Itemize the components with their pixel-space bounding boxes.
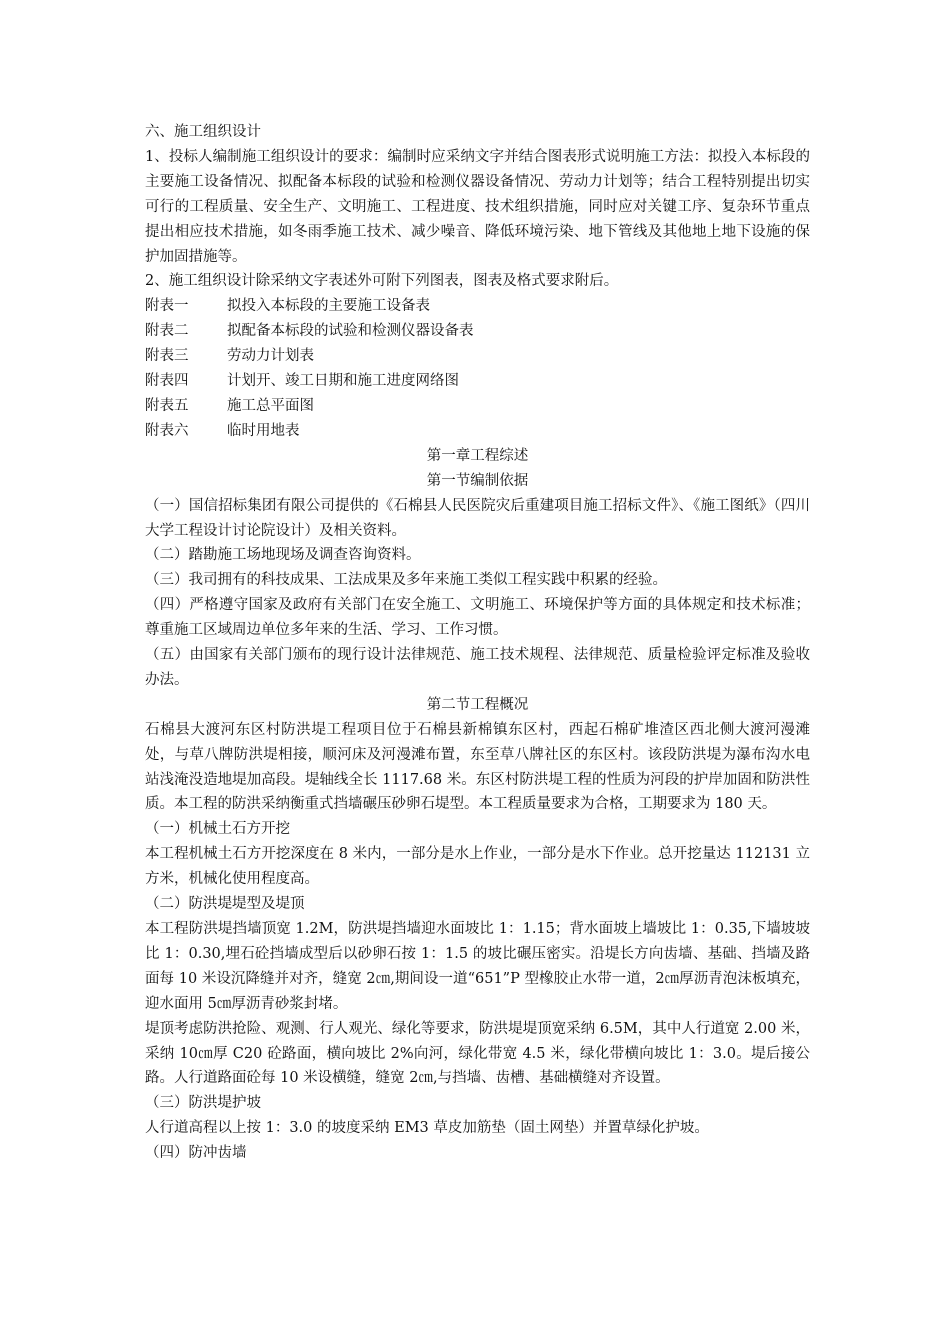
item3-body: 人行道高程以上按 1：3.0 的坡度采纳 EM3 草皮加筋垫（固土网垫）并置草绿化护坡。 <box>145 1120 709 1137</box>
section2-title: 第二节工程概况 <box>426 696 529 713</box>
attachment-value: 临时用地表 <box>227 422 300 439</box>
attachment-item <box>145 419 810 444</box>
overview-paragraph: 石棉县大渡河东区村防洪堤工程项目位于石棉县新棉镇东区村，西起石棉矿堆渣区西北侧大渡河漫滩处，与草八牌防洪堤相接，顺河床及河漫滩布置，东至草八牌社区的东区村。该段防洪堤为瀑布沟水电站浅淹没造地堤加高段。堤轴线全长 1117.68 米。东区村防洪堤工程的性质为河段的护岸加固和防洪性质。本工程的防洪采纳衡重式挡墙碾压砂卵石堤型。本工程质量要求为合格，工期要求为 180 天。 <box>145 721 810 813</box>
basis-item: （五）由国家有关部门颁布的现行设计法律规范、施工技术规程、法律规范、质量检验评定标准及验收办法。 <box>145 647 810 688</box>
item3-title: （三）防洪堤护坡 <box>145 1095 261 1112</box>
attachment-key: 附表二 <box>145 323 189 340</box>
attachment-key: 附表四 <box>145 373 189 390</box>
item2-body: 本工程防洪堤挡墙顶宽 1.2M，防洪堤挡墙迎水面坡比 1：1.15；背水面坡上墙坡比 1：0.35,下墙坡坡比 1：0.30,埋石砼挡墙成型后以砂卵石按 1：1.5 的坡比碾压密实。沿堤长方向齿墙、基础、挡墙及路面每 10 米设沉降缝并对齐，缝宽 2㎝,期间设一道“651”P 型橡胶止水带一道，2㎝厚沥青泡沫板填充，迎水面用 5㎝厚沥青砂浆封堵。 <box>145 921 810 1012</box>
attachment-table-list <box>145 294 810 443</box>
item1-body: 本工程机械土石方开挖深度在 8 米内，一部分是水上作业，一部分是水下作业。总开挖量达 112131 立方米，机械化使用程度高。 <box>145 846 810 888</box>
attachment-item <box>145 344 810 369</box>
attachment-item <box>145 394 810 419</box>
item1-title: （一）机械土石方开挖 <box>145 821 290 838</box>
section1-title: 第一节编制依据 <box>426 472 529 489</box>
attachment-key: 附表一 <box>145 298 189 315</box>
attachment-value: 计划开、竣工日期和施工进度网络图 <box>227 373 459 390</box>
attachment-item <box>145 294 810 319</box>
basis-item: （二）踏勘施工场地现场及调查咨询资料。 <box>145 547 421 564</box>
attachment-item <box>145 369 810 394</box>
attachment-key: 附表六 <box>145 422 189 439</box>
section-heading: 六、施工组织设计 <box>145 124 261 140</box>
item4-title: （四）防冲齿墙 <box>145 1145 247 1162</box>
basis-item: （三）我司拥有的科技成果、工法成果及多年来施工类似工程实践中积累的经验。 <box>145 572 667 589</box>
attachment-item <box>145 319 810 344</box>
basis-item: （四）严格遵守国家及政府有关部门在安全施工、文明施工、环境保护等方面的具体规定和技术标准；尊重施工区域周边单位多年来的生活、学习、工作习惯。 <box>145 597 810 639</box>
basis-item: （一）国信招标集团有限公司提供的《石棉县人民医院灾后重建项目施工招标文件》、《施工图纸》（四川大学工程设计讨论院设计）及相关资料。 <box>145 497 810 539</box>
attachment-value: 劳动力计划表 <box>227 348 314 365</box>
attachment-paragraph: 2、施工组织设计除采纳文字表述外可附下列图表，图表及格式要求附后。 <box>145 273 619 290</box>
attachment-key: 附表三 <box>145 348 189 365</box>
item2-title: （二）防洪堤堤型及堤顶 <box>145 896 305 913</box>
attachment-value: 拟投入本标段的主要施工设备表 <box>227 298 430 315</box>
requirement-paragraph: 1、投标人编制施工组织设计的要求：编制时应采纳文字并结合图表形式说明施工方法：拟投入本标段的主要施工设备情况、拟配备本标段的试验和检测仪器设备情况、劳动力计划等；结合工程特别提出切实可行的工程质量、安全生产、文明施工、工程进度、技术组织措施，同时应对关键工序、复杂环节重点提出相应技术措施，如冬雨季施工技术、减少噪音、降低环境污染、地下管线及其他地上地下设施的保护加固措施等。 <box>145 148 810 265</box>
item2-body: 堤顶考虑防洪抢险、观测、行人观光、绿化等要求，防洪堤堤顶宽采纳 6.5M，其中人行道宽 2.00 米，采纳 10㎝厚 C20 砼路面，横向坡比 2%向河，绿化带宽 4.5 米，绿化带横向坡比 1：3.0。堤后接公路。人行道路面砼每 10 米设横缝，缝宽 2㎝,与挡墙、齿槽、基础横缝对齐设置。 <box>145 1020 810 1087</box>
attachment-value: 施工总平面图 <box>227 397 314 414</box>
chapter-title: 第一章工程综述 <box>426 447 529 464</box>
document-page <box>145 120 810 1166</box>
attachment-value: 拟配备本标段的试验和检测仪器设备表 <box>227 323 474 340</box>
attachment-key: 附表五 <box>145 397 189 414</box>
